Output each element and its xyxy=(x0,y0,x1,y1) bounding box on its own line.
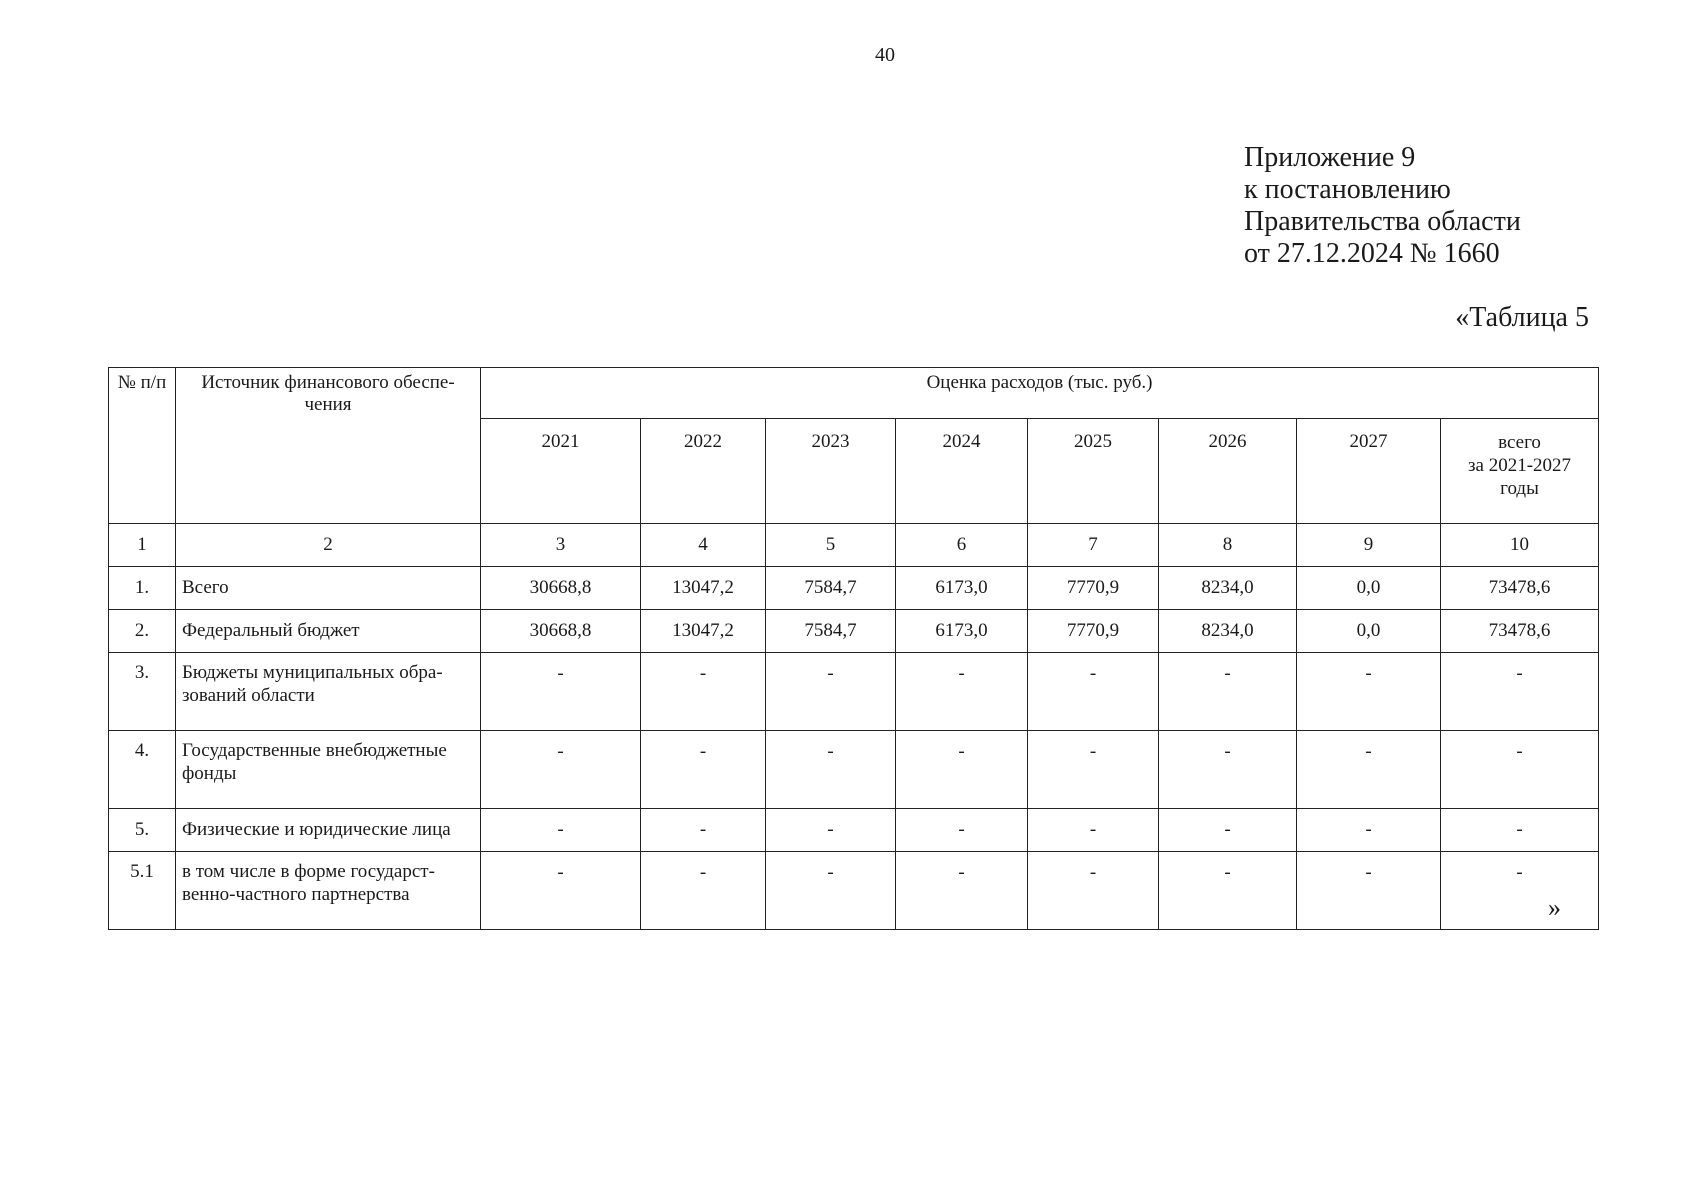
row-value: 30668,8 xyxy=(481,610,641,653)
header-year: 2027 xyxy=(1297,419,1441,524)
row-value: 0,0 xyxy=(1297,567,1441,610)
row-value: - xyxy=(1297,653,1441,731)
header-cost-estimate: Оценка расходов (тыс. руб.) xyxy=(481,368,1599,419)
row-value: - xyxy=(766,809,896,852)
column-number: 5 xyxy=(766,524,896,567)
row-value: - xyxy=(481,731,641,809)
row-value: - xyxy=(896,809,1028,852)
column-number: 6 xyxy=(896,524,1028,567)
row-source: Всего xyxy=(176,567,481,610)
row-value: - xyxy=(481,852,641,930)
appendix-line: Правительства области xyxy=(1244,206,1521,237)
page-number: 40 xyxy=(875,44,895,66)
row-source: Физические и юридические лица xyxy=(176,809,481,852)
row-value: 7770,9 xyxy=(1028,567,1159,610)
row-source: Государственные внебюджетные фонды xyxy=(176,731,481,809)
column-number: 4 xyxy=(641,524,766,567)
row-source: Федеральный бюджет xyxy=(176,610,481,653)
row-value: 73478,6 xyxy=(1441,610,1599,653)
column-number: 1 xyxy=(109,524,176,567)
row-value: 8234,0 xyxy=(1159,610,1297,653)
row-value: - xyxy=(1441,653,1599,731)
row-value: 13047,2 xyxy=(641,610,766,653)
column-number: 2 xyxy=(176,524,481,567)
row-value: - xyxy=(1441,731,1599,809)
header-year: 2024 xyxy=(896,419,1028,524)
cost-estimate-table xyxy=(108,367,1599,930)
header-year: 2022 xyxy=(641,419,766,524)
row-value: - xyxy=(641,852,766,930)
row-value: 8234,0 xyxy=(1159,567,1297,610)
row-value: - xyxy=(1441,809,1599,852)
header-year: 2025 xyxy=(1028,419,1159,524)
table-row xyxy=(109,653,1599,731)
row-value: - xyxy=(1159,731,1297,809)
table-row xyxy=(109,610,1599,653)
table-row xyxy=(109,852,1599,930)
row-value: - xyxy=(1297,809,1441,852)
row-number: 5.1 xyxy=(109,852,176,930)
appendix-line: к постановлению xyxy=(1244,174,1451,205)
row-value: - xyxy=(481,809,641,852)
row-value: - xyxy=(1159,653,1297,731)
row-value: - xyxy=(1441,852,1599,930)
closing-quote: » xyxy=(1548,893,1561,922)
table-caption: «Таблица 5 xyxy=(1455,302,1589,333)
row-value: 7584,7 xyxy=(766,610,896,653)
column-number-row xyxy=(109,524,1599,567)
header-year: 2021 xyxy=(481,419,641,524)
row-value: 30668,8 xyxy=(481,567,641,610)
table-row xyxy=(109,567,1599,610)
row-value: 73478,6 xyxy=(1441,567,1599,610)
row-value: - xyxy=(1028,809,1159,852)
row-value: 0,0 xyxy=(1297,610,1441,653)
row-value: - xyxy=(481,653,641,731)
row-value: - xyxy=(896,852,1028,930)
row-value: 6173,0 xyxy=(896,610,1028,653)
row-value: 13047,2 xyxy=(641,567,766,610)
row-value: - xyxy=(896,731,1028,809)
header-year: 2023 xyxy=(766,419,896,524)
row-number: 3. xyxy=(109,653,176,731)
row-value: - xyxy=(641,731,766,809)
row-value: - xyxy=(1028,653,1159,731)
row-value: 7770,9 xyxy=(1028,610,1159,653)
appendix-block xyxy=(1244,142,1521,270)
header-year: 2026 xyxy=(1159,419,1297,524)
row-value: - xyxy=(1028,731,1159,809)
header-total-line: всего xyxy=(1498,432,1541,453)
row-source: Бюджеты муниципальных обра-зований области xyxy=(176,653,481,731)
column-number: 10 xyxy=(1441,524,1599,567)
row-value: - xyxy=(1028,852,1159,930)
column-number: 9 xyxy=(1297,524,1441,567)
row-value: - xyxy=(641,653,766,731)
row-value: - xyxy=(1159,852,1297,930)
header-total-line: годы xyxy=(1500,478,1539,499)
header-total-line: за 2021-2027 xyxy=(1468,455,1572,476)
column-number: 7 xyxy=(1028,524,1159,567)
row-value: - xyxy=(1297,852,1441,930)
row-value: - xyxy=(1297,731,1441,809)
header-num: № п/п xyxy=(109,368,176,524)
row-value: - xyxy=(766,852,896,930)
appendix-line: от 27.12.2024 № 1660 xyxy=(1244,238,1500,269)
row-value: - xyxy=(766,653,896,731)
row-value: - xyxy=(766,731,896,809)
row-value: 7584,7 xyxy=(766,567,896,610)
row-value: - xyxy=(641,809,766,852)
row-value: 6173,0 xyxy=(896,567,1028,610)
row-number: 2. xyxy=(109,610,176,653)
row-number: 5. xyxy=(109,809,176,852)
table-row xyxy=(109,809,1599,852)
row-value: - xyxy=(896,653,1028,731)
row-number: 4. xyxy=(109,731,176,809)
row-number: 1. xyxy=(109,567,176,610)
table-row xyxy=(109,731,1599,809)
header-source: Источник финансового обеспе-чения xyxy=(176,368,481,524)
header-total xyxy=(1441,419,1599,524)
column-number: 3 xyxy=(481,524,641,567)
column-number: 8 xyxy=(1159,524,1297,567)
row-source: в том числе в форме государст-венно-частного партнерства xyxy=(176,852,481,930)
appendix-line: Приложение 9 xyxy=(1244,142,1416,173)
row-value: - xyxy=(1159,809,1297,852)
